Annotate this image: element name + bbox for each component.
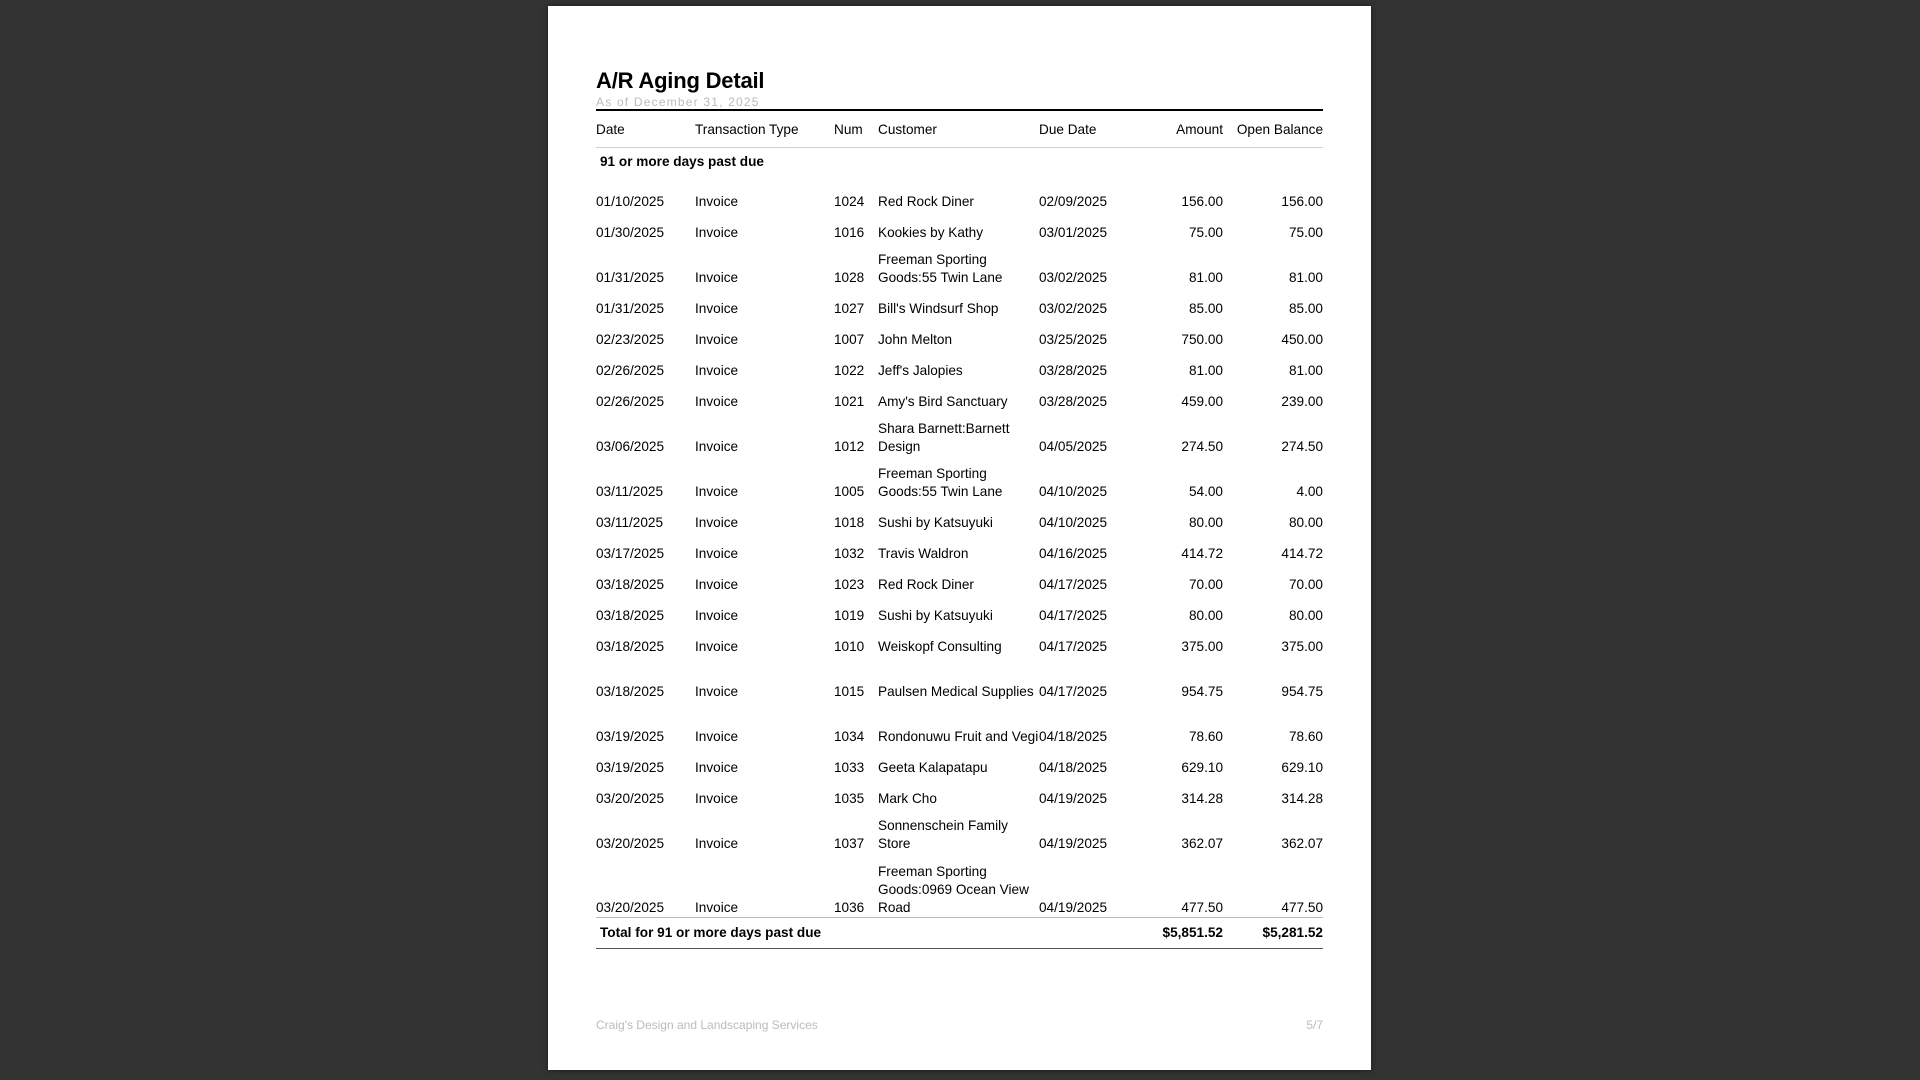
cell-amount: 477.50 xyxy=(1181,900,1223,915)
cell-transaction-type: Invoice xyxy=(695,546,739,561)
report-page xyxy=(548,6,1371,1070)
cell-num: 1034 xyxy=(834,729,865,744)
cell-amount: 75.00 xyxy=(1188,225,1223,240)
cell-date: 01/10/2025 xyxy=(596,194,665,209)
cell-due-date: 04/19/2025 xyxy=(1039,791,1108,806)
cell-transaction-type: Invoice xyxy=(695,729,739,744)
cell-open-balance: 629.10 xyxy=(1281,760,1323,775)
cell-date: 03/11/2025 xyxy=(596,515,664,530)
cell-open-balance: 274.50 xyxy=(1281,439,1323,454)
cell-due-date: 04/17/2025 xyxy=(1039,608,1108,623)
cell-date: 02/26/2025 xyxy=(596,394,665,409)
cell-num: 1023 xyxy=(834,577,865,592)
cell-customer: Paulsen Medical Supplies xyxy=(878,684,1034,699)
cell-num: 1022 xyxy=(834,363,865,378)
cell-num: 1035 xyxy=(834,791,865,806)
cell-num: 1028 xyxy=(834,270,865,285)
cell-amount: 954.75 xyxy=(1181,684,1223,699)
table-row[interactable] xyxy=(596,180,1323,211)
cell-customer: Freeman Sporting Goods:0969 Ocean View Road xyxy=(878,864,1029,915)
cell-due-date: 02/09/2025 xyxy=(1039,194,1108,209)
cell-customer: John Melton xyxy=(878,332,953,347)
table-row[interactable] xyxy=(596,594,1323,625)
cell-due-date: 04/16/2025 xyxy=(1039,546,1108,561)
table-row[interactable] xyxy=(596,625,1323,656)
cell-amount: 78.60 xyxy=(1188,729,1223,744)
table-row[interactable] xyxy=(596,853,1323,918)
cell-customer: Freeman Sporting Goods:55 Twin Lane xyxy=(878,252,1003,285)
cell-due-date: 04/18/2025 xyxy=(1039,729,1108,744)
column-header-date: Date xyxy=(596,111,695,148)
cell-date: 01/31/2025 xyxy=(596,301,665,316)
cell-due-date: 03/02/2025 xyxy=(1039,270,1108,285)
cell-transaction-type: Invoice xyxy=(695,439,739,454)
column-header-num: Num xyxy=(834,111,878,148)
group-header-row xyxy=(596,148,1323,177)
report-title: A/R Aging Detail xyxy=(596,68,765,93)
cell-customer: Travis Waldron xyxy=(878,546,969,561)
group-label: 91 or more days past due xyxy=(600,154,764,169)
cell-transaction-type: Invoice xyxy=(695,194,739,209)
cell-open-balance: 78.60 xyxy=(1288,729,1323,744)
table-row[interactable] xyxy=(596,563,1323,594)
cell-customer: Rondonuwu Fruit and Vegi xyxy=(878,729,1039,744)
aging-table xyxy=(596,111,1323,949)
cell-transaction-type: Invoice xyxy=(695,301,739,316)
table-row[interactable] xyxy=(596,349,1323,380)
cell-customer: Weiskopf Consulting xyxy=(878,639,1002,654)
cell-customer: Red Rock Diner xyxy=(878,577,974,592)
cell-amount: 362.07 xyxy=(1181,836,1223,851)
cell-num: 1015 xyxy=(834,684,865,699)
cell-date: 01/30/2025 xyxy=(596,225,665,240)
cell-transaction-type: Invoice xyxy=(695,225,739,240)
cell-transaction-type: Invoice xyxy=(695,639,739,654)
cell-num: 1024 xyxy=(834,194,865,209)
table-row[interactable] xyxy=(596,456,1323,501)
cell-transaction-type: Invoice xyxy=(695,608,739,623)
cell-customer: Geeta Kalapatapu xyxy=(878,760,988,775)
table-row[interactable] xyxy=(596,380,1323,411)
table-row[interactable] xyxy=(596,318,1323,349)
cell-num: 1012 xyxy=(834,439,865,454)
cell-date: 03/18/2025 xyxy=(596,608,665,623)
column-header-amount: Amount xyxy=(1149,111,1223,148)
cell-due-date: 04/17/2025 xyxy=(1039,684,1108,699)
cell-num: 1033 xyxy=(834,760,865,775)
cell-customer: Sonnenschein Family Store xyxy=(878,818,1008,851)
cell-due-date: 03/28/2025 xyxy=(1039,394,1108,409)
cell-customer: Bill's Windsurf Shop xyxy=(878,301,999,316)
cell-due-date: 04/18/2025 xyxy=(1039,760,1108,775)
cell-amount: 750.00 xyxy=(1181,332,1223,347)
cell-due-date: 04/19/2025 xyxy=(1039,900,1108,915)
cell-transaction-type: Invoice xyxy=(695,900,739,915)
cell-customer: Mark Cho xyxy=(878,791,937,806)
cell-open-balance: 81.00 xyxy=(1288,363,1323,378)
cell-due-date: 04/19/2025 xyxy=(1039,836,1108,851)
cell-transaction-type: Invoice xyxy=(695,760,739,775)
column-header-open-balance: Open Balance xyxy=(1223,111,1323,148)
cell-customer: Shara Barnett:Barnett Design xyxy=(878,421,1010,454)
cell-num: 1032 xyxy=(834,546,865,561)
footer-company-name: Craig's Design and Landscaping Services xyxy=(596,1018,818,1032)
table-row[interactable] xyxy=(596,656,1323,701)
cell-open-balance: 75.00 xyxy=(1288,225,1323,240)
cell-amount: 314.28 xyxy=(1181,791,1223,806)
cell-date: 03/18/2025 xyxy=(596,684,665,699)
cell-date: 03/19/2025 xyxy=(596,729,665,744)
group-total-label: Total for 91 or more days past due xyxy=(596,918,1149,949)
cell-transaction-type: Invoice xyxy=(695,332,739,347)
cell-customer: Freeman Sporting Goods:55 Twin Lane xyxy=(878,466,1003,499)
cell-num: 1005 xyxy=(834,484,865,499)
cell-date: 03/06/2025 xyxy=(596,439,665,454)
cell-amount: 81.00 xyxy=(1188,270,1223,285)
cell-date: 03/17/2025 xyxy=(596,546,665,561)
cell-amount: 85.00 xyxy=(1188,301,1223,316)
cell-open-balance: 314.28 xyxy=(1281,791,1323,806)
cell-date: 03/19/2025 xyxy=(596,760,665,775)
cell-num: 1019 xyxy=(834,608,865,623)
cell-date: 03/18/2025 xyxy=(596,577,665,592)
cell-amount: 274.50 xyxy=(1181,439,1223,454)
cell-transaction-type: Invoice xyxy=(695,270,739,285)
table-row[interactable] xyxy=(596,501,1323,532)
column-header-due-date: Due Date xyxy=(1039,111,1149,148)
cell-amount: 80.00 xyxy=(1188,608,1223,623)
cell-customer: Amy's Bird Sanctuary xyxy=(878,394,1008,409)
cell-amount: 459.00 xyxy=(1181,394,1223,409)
cell-open-balance: 80.00 xyxy=(1288,515,1323,530)
column-header-customer: Customer xyxy=(878,111,1039,148)
cell-customer: Sushi by Katsuyuki xyxy=(878,515,993,530)
cell-due-date: 03/28/2025 xyxy=(1039,363,1108,378)
cell-open-balance: 80.00 xyxy=(1288,608,1323,623)
cell-open-balance: 375.00 xyxy=(1281,639,1323,654)
table-row[interactable] xyxy=(596,746,1323,777)
cell-amount: 80.00 xyxy=(1188,515,1223,530)
cell-num: 1010 xyxy=(834,639,865,654)
table-row[interactable] xyxy=(596,777,1323,808)
cell-amount: 414.72 xyxy=(1181,546,1223,561)
cell-customer: Kookies by Kathy xyxy=(878,225,984,240)
cell-transaction-type: Invoice xyxy=(695,484,739,499)
cell-transaction-type: Invoice xyxy=(695,577,739,592)
table-row[interactable] xyxy=(596,532,1323,563)
cell-transaction-type: Invoice xyxy=(695,394,739,409)
cell-due-date: 04/17/2025 xyxy=(1039,639,1108,654)
table-header-row xyxy=(596,111,1323,148)
cell-transaction-type: Invoice xyxy=(695,791,739,806)
cell-transaction-type: Invoice xyxy=(695,836,739,851)
cell-open-balance: 477.50 xyxy=(1281,900,1323,915)
table-row[interactable] xyxy=(596,808,1323,853)
cell-open-balance: 239.00 xyxy=(1281,394,1323,409)
cell-open-balance: 414.72 xyxy=(1281,546,1323,561)
cell-num: 1027 xyxy=(834,301,865,316)
cell-open-balance: 362.07 xyxy=(1281,836,1323,851)
table-row[interactable] xyxy=(596,701,1323,746)
page-footer xyxy=(596,1018,1323,1032)
table-row[interactable] xyxy=(596,242,1323,287)
cell-due-date: 03/01/2025 xyxy=(1039,225,1108,240)
cell-amount: 629.10 xyxy=(1181,760,1223,775)
cell-num: 1036 xyxy=(834,900,865,915)
cell-due-date: 04/17/2025 xyxy=(1039,577,1108,592)
cell-amount: 375.00 xyxy=(1181,639,1223,654)
cell-due-date: 03/25/2025 xyxy=(1039,332,1108,347)
cell-date: 02/23/2025 xyxy=(596,332,665,347)
cell-num: 1021 xyxy=(834,394,865,409)
cell-num: 1007 xyxy=(834,332,865,347)
column-header-transaction-type: Transaction Type xyxy=(695,111,834,148)
footer-page-number: 5/7 xyxy=(1306,1018,1323,1032)
table-row[interactable] xyxy=(596,287,1323,318)
cell-customer: Jeff's Jalopies xyxy=(878,363,963,378)
cell-open-balance: 4.00 xyxy=(1296,484,1323,499)
group-total-open-balance: $5,281.52 xyxy=(1223,918,1323,949)
cell-num: 1018 xyxy=(834,515,865,530)
table-row[interactable] xyxy=(596,411,1323,456)
cell-open-balance: 70.00 xyxy=(1288,577,1323,592)
group-total-amount: $5,851.52 xyxy=(1149,918,1223,949)
cell-num: 1016 xyxy=(834,225,865,240)
cell-transaction-type: Invoice xyxy=(695,515,739,530)
cell-date: 03/20/2025 xyxy=(596,900,665,915)
cell-date: 03/20/2025 xyxy=(596,836,665,851)
cell-open-balance: 156.00 xyxy=(1281,194,1323,209)
table-row[interactable] xyxy=(596,211,1323,242)
cell-num: 1037 xyxy=(834,836,865,851)
cell-amount: 81.00 xyxy=(1188,363,1223,378)
cell-due-date: 03/02/2025 xyxy=(1039,301,1108,316)
cell-transaction-type: Invoice xyxy=(695,363,739,378)
cell-due-date: 04/10/2025 xyxy=(1039,515,1108,530)
cell-date: 03/11/2025 xyxy=(596,484,664,499)
cell-date: 01/31/2025 xyxy=(596,270,665,285)
cell-open-balance: 81.00 xyxy=(1288,270,1323,285)
cell-due-date: 04/10/2025 xyxy=(1039,484,1108,499)
report-body xyxy=(596,68,1323,949)
cell-customer: Red Rock Diner xyxy=(878,194,974,209)
cell-open-balance: 450.00 xyxy=(1281,332,1323,347)
table-body xyxy=(596,148,1323,949)
cell-open-balance: 954.75 xyxy=(1281,684,1323,699)
cell-date: 02/26/2025 xyxy=(596,363,665,378)
cell-date: 03/20/2025 xyxy=(596,791,665,806)
cell-date: 03/18/2025 xyxy=(596,639,665,654)
cell-amount: 70.00 xyxy=(1188,577,1223,592)
group-total-row xyxy=(596,918,1323,949)
cell-open-balance: 85.00 xyxy=(1288,301,1323,316)
report-subtitle: As of December 31, 2025 xyxy=(596,95,760,109)
cell-transaction-type: Invoice xyxy=(695,684,739,699)
cell-due-date: 04/05/2025 xyxy=(1039,439,1108,454)
cell-amount: 54.00 xyxy=(1188,484,1223,499)
cell-customer: Sushi by Katsuyuki xyxy=(878,608,993,623)
cell-amount: 156.00 xyxy=(1181,194,1223,209)
